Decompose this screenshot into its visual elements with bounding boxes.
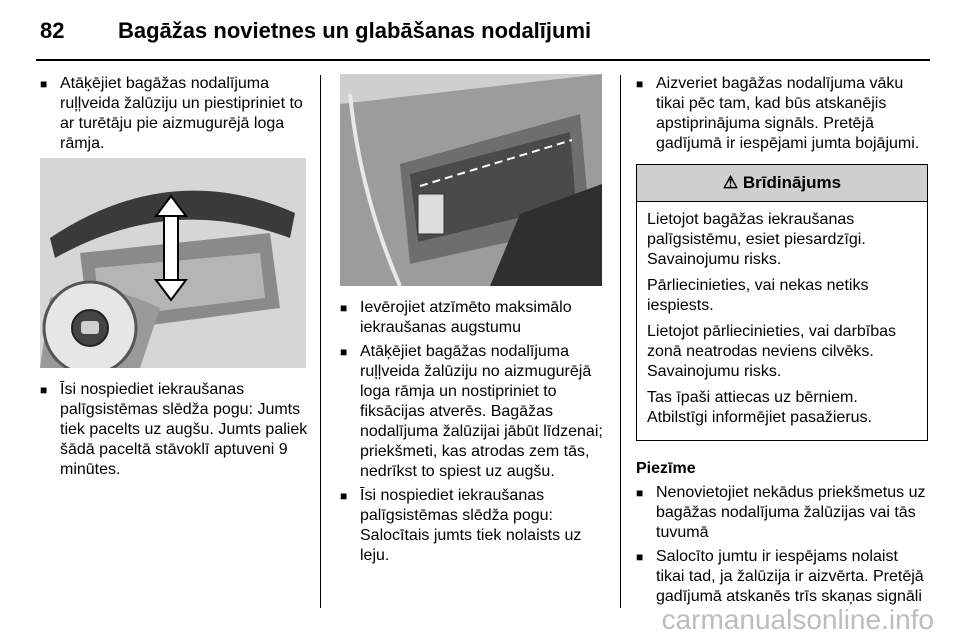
trunk-interior-photo	[340, 74, 602, 286]
warning-body	[637, 202, 927, 440]
instruction-bullet: ■ Ievērojiet atzīmēto maksimālo iekraušanas augstumu	[340, 298, 608, 338]
header-divider	[36, 59, 930, 61]
warning-paragraph: Tas īpaši attiecas uz bērniem. Atbilstīgi informējiet pasažierus.	[647, 389, 872, 426]
instruction-bullet: ■ Aizveriet bagāžas nodalījuma vāku tikai pēc tam, kad būs atskanējis apstiprinājuma signāls. Pretējā gadījumā ir iespējami jumta bojājumi.	[636, 74, 928, 154]
warning-paragraph: Lietojot bagāžas iekraušanas palīgsistēmu, esiet piesardzīgi. Savainojumu risks.	[647, 211, 866, 268]
page-header	[0, 0, 960, 60]
trunk-lift-illustration	[40, 158, 306, 368]
warning-paragraph: Pārliecinieties, vai nekas netiks iespiests.	[647, 277, 869, 314]
column-1	[40, 74, 312, 484]
warning-header	[637, 165, 927, 202]
warning-box	[636, 164, 928, 441]
column-2	[340, 74, 608, 570]
warning-triangle-icon: ⚠	[722, 173, 739, 192]
trunk-interior-illustration	[340, 74, 602, 286]
note-title: Piezīme	[636, 460, 696, 477]
warning-paragraph: Lietojot pārliecinieties, vai darbības zonā neatrodas neviens cilvēks. Savainojumu risks.	[647, 323, 897, 380]
warning-title: Brīdinājums	[742, 173, 842, 192]
instruction-bullet: ■ Atāķējiet bagāžas nodalījuma ruļļveida žalūziju no aizmugurējā loga rāmja un nostipriniet to fiksācijas atverēs. Bagāžas nodalījuma žalūzijai jābūt līdzenai; priekšmeti, kas atrodas zem tās, nedrīkst to spiest uz augšu.	[340, 342, 608, 482]
watermark: carmanualsonline.info	[661, 604, 934, 635]
column-divider-2	[620, 75, 621, 608]
note-bullet: ■ Nenovietojiet nekādus priekšmetus uz bagāžas nodalījuma žalūzijas vai tās tuvumā	[636, 483, 928, 543]
page-title: Bagāžas novietnes un glabāšanas nodalījumi	[118, 18, 592, 43]
instruction-bullet: ■ Īsi nospiediet iekraušanas palīgsistēmas slēdža pogu: Salocītais jumts tiek nolaists uz leju.	[340, 486, 608, 566]
instruction-bullet: ■ Atāķējiet bagāžas nodalījuma ruļļveida žalūziju un piestipriniet to ar turētāju pie aizmugurējā loga rāmja.	[40, 74, 312, 154]
note-bullet: ■ Salocīto jumtu ir iespējams nolaist tikai tad, ja žalūzija ir aizvērta. Pretējā gadījumā atskanēs trīs skaņas signāli	[636, 547, 928, 607]
column-3	[636, 74, 928, 611]
column-divider-1	[320, 75, 321, 608]
instruction-bullet: ■ Īsi nospiediet iekraušanas palīgsistēmas slēdža pogu: Jumts tiek pacelts uz augšu. Jumts paliek šādā paceltā stāvoklī aptuveni 9 minūtes.	[40, 380, 312, 480]
page-number: 82	[40, 18, 65, 43]
trunk-lift-photo	[40, 158, 306, 368]
